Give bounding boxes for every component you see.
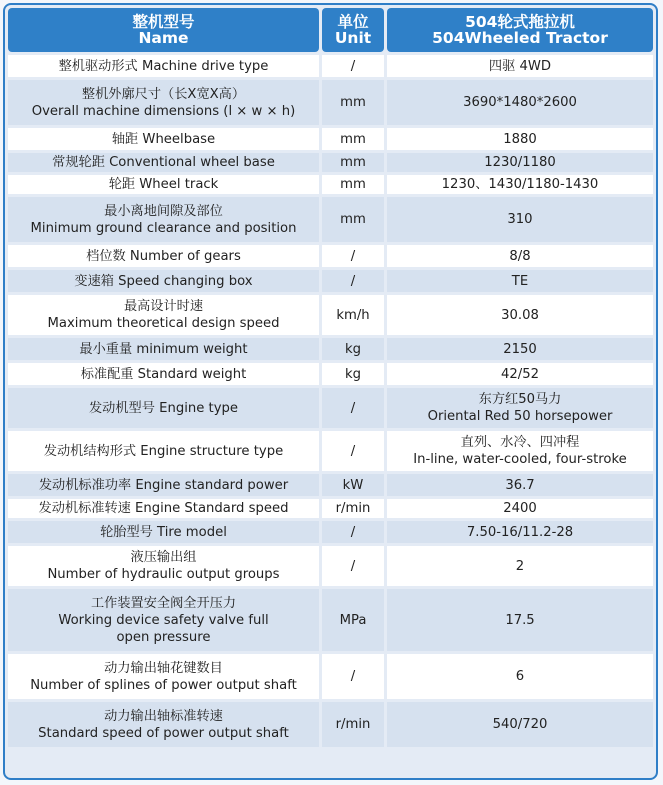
spec-name-line: 轮距 Wheel track: [108, 177, 219, 192]
spec-name-line: 最小重量 minimum weight: [79, 341, 248, 357]
spec-unit: mm: [322, 128, 384, 150]
spec-value: [387, 55, 653, 77]
spec-value-line: 310: [507, 212, 533, 227]
spec-value: [387, 654, 653, 699]
table-row: [8, 80, 653, 125]
spec-unit: /: [322, 546, 384, 586]
table-row: [8, 338, 653, 360]
table-row: [8, 175, 653, 194]
spec-name-line: 液压输出组: [130, 550, 197, 565]
spec-name-line: 常规轮距 Conventional wheel base: [52, 155, 275, 170]
spec-name-line: Number of hydraulic output groups: [47, 567, 280, 582]
spec-unit: /: [322, 654, 384, 699]
spec-value: [387, 245, 653, 267]
table-row: [8, 702, 653, 747]
table-row: [8, 589, 653, 651]
table-row: [8, 153, 653, 172]
spec-value-line: 540/720: [492, 717, 548, 732]
spec-value: [387, 474, 653, 496]
spec-name-line: 整机外廓尺寸（长X宽X高）: [81, 86, 246, 102]
table-row: [8, 546, 653, 586]
spec-value: [387, 702, 653, 747]
spec-name-line: Number of splines of power output shaft: [30, 677, 297, 693]
table-row: [8, 363, 653, 385]
spec-name-line: 发动机标准转速 Engine Standard speed: [38, 501, 289, 516]
spec-name-line: 发动机型号 Engine type: [89, 400, 238, 416]
spec-name-line: 轴距 Wheelbase: [111, 131, 216, 147]
table-row: [8, 431, 653, 471]
spec-value-line: 17.5: [505, 612, 535, 628]
spec-unit: r/min: [322, 499, 384, 518]
spec-name: [8, 702, 319, 747]
spec-name: [8, 175, 319, 194]
spec-unit: /: [322, 521, 384, 543]
header-name-zh: 整机型号: [132, 12, 195, 31]
spec-name-line: 标准配重 Standard weight: [80, 366, 247, 382]
spec-name: [8, 338, 319, 360]
spec-name-line: Working device safety valve full: [58, 612, 269, 628]
spec-unit: /: [322, 270, 384, 292]
spec-name: [8, 245, 319, 267]
spec-value: [387, 338, 653, 360]
spec-name: [8, 80, 319, 125]
spec-value-line: 3690*1480*2600: [463, 95, 577, 110]
spec-name-line: 最高设计时速: [123, 299, 204, 314]
header-model-en: 504Wheeled Tractor: [432, 29, 608, 47]
spec-value-line: 30.08: [501, 307, 539, 323]
spec-value-line: 2150: [503, 341, 537, 357]
header-name: [8, 8, 319, 52]
header-model-zh: 504轮式拖拉机: [465, 12, 575, 31]
spec-value: [387, 499, 653, 518]
table-row: [8, 295, 653, 335]
spec-name: [8, 546, 319, 586]
spec-name: [8, 589, 319, 651]
spec-name-line: Minimum ground clearance and position: [30, 220, 297, 236]
header-unit-zh: 单位: [337, 12, 369, 31]
spec-name-line: 发动机结构形式 Engine structure type: [43, 443, 284, 459]
table-row: [8, 55, 653, 77]
spec-value-line: TE: [511, 273, 529, 289]
spec-name: [8, 431, 319, 471]
spec-value-line: 四驱 4WD: [488, 58, 552, 74]
table-row: [8, 654, 653, 699]
spec-value-line: 36.7: [505, 477, 535, 493]
spec-unit: MPa: [322, 589, 384, 651]
table-row: [8, 245, 653, 267]
spec-name-line: 动力输出轴花键数目: [104, 660, 223, 676]
spec-value-line: 8/8: [509, 248, 531, 264]
spec-value: [387, 589, 653, 651]
table-row: [8, 128, 653, 150]
spec-name-line: 档位数 Number of gears: [86, 248, 241, 264]
spec-name: [8, 388, 319, 428]
spec-value-line: 2400: [503, 501, 537, 516]
spec-name-line: 发动机标准功率 Engine standard power: [38, 477, 289, 493]
spec-name-line: Maximum theoretical design speed: [47, 316, 280, 331]
spec-name-line: 整机驱动形式 Machine drive type: [58, 58, 269, 74]
spec-value-line: 7.50-16/11.2-28: [466, 524, 574, 540]
spec-name-line: 动力输出轴标准转速: [104, 708, 223, 724]
spec-name: [8, 153, 319, 172]
header-unit-en: Unit: [334, 29, 372, 47]
header-unit: [322, 8, 384, 52]
spec-value-line: Oriental Red 50 horsepower: [427, 409, 613, 424]
spec-name: [8, 474, 319, 496]
table-row: [8, 388, 653, 428]
spec-unit: /: [322, 55, 384, 77]
spec-value: [387, 431, 653, 471]
spec-name: [8, 654, 319, 699]
header-model: [387, 8, 653, 52]
table-row: [8, 474, 653, 496]
spec-value-line: 42/52: [500, 366, 539, 382]
spec-value: [387, 128, 653, 150]
spec-value: [387, 388, 653, 428]
spec-unit: mm: [322, 197, 384, 242]
table-header-row: [8, 8, 653, 52]
spec-name: [8, 197, 319, 242]
spec-value-line: 1880: [503, 131, 537, 147]
spec-name: [8, 128, 319, 150]
spec-unit: kg: [322, 338, 384, 360]
spec-name: [8, 55, 319, 77]
spec-name-line: Standard speed of power output shaft: [38, 725, 289, 741]
spec-table: [5, 5, 656, 750]
table-row: [8, 521, 653, 543]
table-row: [8, 197, 653, 242]
spec-name: [8, 521, 319, 543]
spec-value: [387, 153, 653, 172]
spec-unit: mm: [322, 80, 384, 125]
spec-name-line: 最小离地间隙及部位: [104, 203, 223, 219]
spec-unit: kg: [322, 363, 384, 385]
spec-name-line: 工作装置安全阀全开压力: [90, 595, 237, 611]
spec-name: [8, 363, 319, 385]
spec-value-line: 1230、1430/1180-1430: [441, 177, 599, 192]
spec-value-line: In-line, water-cooled, four-stroke: [413, 452, 627, 467]
spec-table-frame: [3, 3, 658, 780]
table-body: [8, 55, 653, 747]
spec-value-line: 1230/1180: [484, 155, 556, 170]
spec-name: [8, 499, 319, 518]
spec-unit: /: [322, 431, 384, 471]
spec-unit: mm: [322, 175, 384, 194]
spec-value-line: 东方红50马力: [478, 392, 562, 407]
spec-value: [387, 363, 653, 385]
header-name-en: Name: [138, 29, 189, 47]
spec-unit: kW: [322, 474, 384, 496]
spec-unit: /: [322, 388, 384, 428]
spec-value: [387, 546, 653, 586]
spec-value: [387, 175, 653, 194]
spec-name-line: open pressure: [116, 629, 211, 645]
spec-value-line: 2: [515, 558, 525, 574]
spec-value-line: 6: [515, 669, 525, 684]
spec-unit: mm: [322, 153, 384, 172]
spec-value: [387, 197, 653, 242]
spec-unit: /: [322, 245, 384, 267]
spec-value: [387, 295, 653, 335]
spec-name-line: 轮胎型号 Tire model: [100, 524, 227, 540]
table-row: [8, 499, 653, 518]
spec-name-line: 变速箱 Speed changing box: [74, 273, 253, 289]
spec-unit: km/h: [322, 295, 384, 335]
spec-name: [8, 270, 319, 292]
spec-value: [387, 80, 653, 125]
spec-name: [8, 295, 319, 335]
spec-value-line: 直列、水冷、四冲程: [460, 435, 580, 450]
spec-name-line: Overall machine dimensions (l × w × h): [31, 103, 296, 119]
spec-unit: r/min: [322, 702, 384, 747]
table-row: [8, 270, 653, 292]
spec-value: [387, 521, 653, 543]
spec-value: [387, 270, 653, 292]
